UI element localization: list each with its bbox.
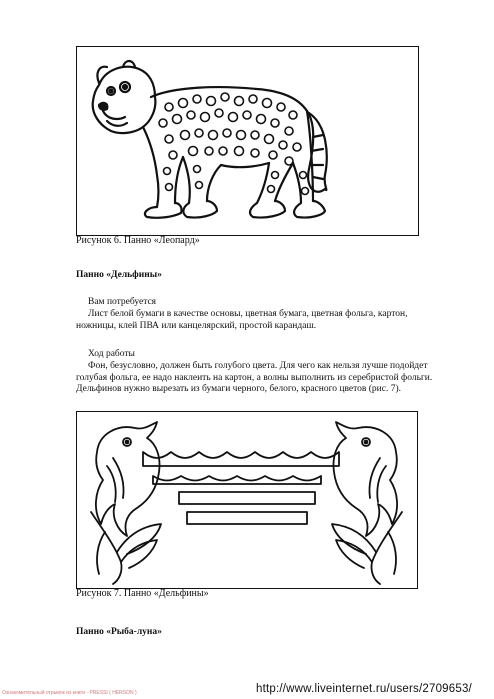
figure-caption-leopard: Рисунок 6. Панно «Леопард» xyxy=(76,235,200,246)
work-text xyxy=(76,361,432,396)
work-line: Фон, безусловно, должен быть голубого цвета. Для чего как нельзя лучше подойдет xyxy=(88,361,428,371)
section-heading-dolphins: Панно «Дельфины» xyxy=(76,270,162,280)
materials-line: Лист белой бумаги в качестве основы, цветная бумага, цветная фольга, картон, xyxy=(88,309,408,319)
materials-line: ножницы, клей ПВА или канцелярский, простой карандаш. xyxy=(76,320,317,331)
work-line: Дельфинов нужно вырезать из бумаги черного, белого, красного цветов (рис. 7). xyxy=(76,384,402,394)
work-title: Ход работы xyxy=(88,349,135,359)
figure-dolphins xyxy=(76,411,418,589)
work-line: голубая фольга, ее надо наклеить на картон, а волны выполнить из серебристой фольги. xyxy=(76,372,433,383)
materials-title: Вам потребуется xyxy=(88,297,157,307)
materials-text xyxy=(76,309,407,332)
figure-caption-dolphins: Рисунок 7. Панно «Дельфины» xyxy=(76,588,209,599)
section-heading-moonfish: Панно «Рыба-луна» xyxy=(76,627,162,637)
source-url[interactable]: http://www.liveinternet.ru/users/2709653/ xyxy=(256,683,472,695)
footer-note: Ознакомительный отрывок из книги · PRESSI ( HERSON ) xyxy=(2,690,137,696)
dolphins-illustration xyxy=(77,412,416,587)
leopard-illustration xyxy=(77,47,417,234)
figure-leopard xyxy=(76,46,419,236)
